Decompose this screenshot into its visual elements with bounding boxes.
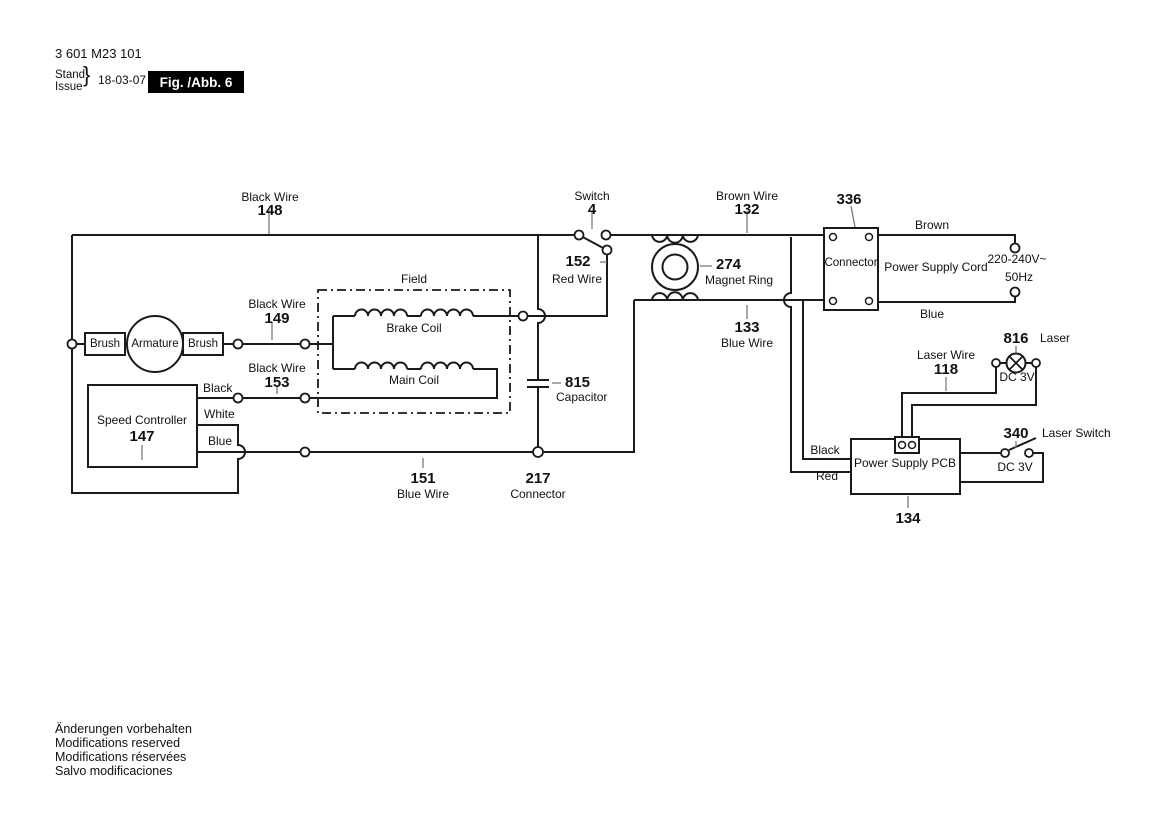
main-coil-label: Main Coil xyxy=(388,373,440,387)
terminal xyxy=(234,394,243,403)
laser-switch-contact xyxy=(1001,449,1009,457)
pcb-red-label: Red xyxy=(815,469,839,483)
brace-glyph: } xyxy=(83,62,91,87)
wire-pcb-black xyxy=(803,300,851,459)
magnet-ring-outer xyxy=(652,244,698,290)
magnet-274-name: Magnet Ring xyxy=(705,273,774,287)
connector-336-name: Connector xyxy=(824,257,878,269)
capacitor-name: Capacitor xyxy=(556,390,608,404)
controller-ref: 147 xyxy=(129,428,155,445)
controller-name: Speed Controller xyxy=(96,413,188,427)
laser-terminal xyxy=(1032,359,1040,367)
controller-white-label: White xyxy=(204,407,235,421)
laser-terminal xyxy=(992,359,1000,367)
wire-capacitor-branch xyxy=(527,235,549,452)
wire-152-name: Red Wire xyxy=(551,272,603,286)
cord-frequency: 50Hz xyxy=(1004,270,1034,284)
controller-black-label: Black xyxy=(203,381,233,395)
wire-151-ref: 151 xyxy=(410,470,436,487)
switch-340-name: Laser Switch xyxy=(1042,426,1111,440)
wire-149-name: Black Wire xyxy=(248,297,306,311)
terminal xyxy=(301,448,310,457)
pcb-black-label: Black xyxy=(810,443,840,457)
footer-line-en: Modifications reserved xyxy=(55,736,181,750)
switch-340-ref: 340 xyxy=(1003,425,1029,442)
wire-152-ref: 152 xyxy=(565,253,591,270)
wire-field xyxy=(197,316,497,398)
switch-4-ref: 4 xyxy=(587,201,597,218)
switch-contact xyxy=(603,246,612,255)
wire-148-ref: 148 xyxy=(257,202,283,219)
part-number: 3 601 M23 101 xyxy=(55,46,142,61)
issue-date: 18-03-07 xyxy=(98,73,147,87)
brake-coil-label: Brake Coil xyxy=(386,321,442,335)
pcb-name: Power Supply PCB xyxy=(853,456,957,470)
pcb-ref: 134 xyxy=(895,510,921,527)
cord-terminal xyxy=(1011,288,1020,297)
laser-816-voltage: DC 3V xyxy=(999,370,1035,384)
laser-816-ref: 816 xyxy=(1003,330,1029,347)
connector-217-name: Connector xyxy=(510,487,566,501)
switch-340-voltage: DC 3V xyxy=(997,460,1033,474)
wire-151-name: Blue Wire xyxy=(396,487,450,501)
wire-132-ref: 132 xyxy=(734,201,760,218)
controller-blue-label: Blue xyxy=(208,434,233,448)
stand-label: Stand xyxy=(55,69,86,81)
switch-contact xyxy=(602,231,611,240)
terminal xyxy=(301,340,310,349)
cord-name: Power Supply Cord xyxy=(884,260,988,274)
brush-left-label: Brush xyxy=(89,338,121,350)
switch-4-name: Switch xyxy=(574,189,610,203)
terminal xyxy=(519,312,528,321)
wire-148-name: Black Wire xyxy=(241,190,299,204)
field-name: Field xyxy=(400,272,428,286)
wire-153-name: Black Wire xyxy=(248,361,306,375)
cord-brown-label: Brown xyxy=(914,218,950,232)
laser-816-name: Laser xyxy=(1040,331,1071,345)
wire-133-name: Blue Wire xyxy=(720,336,774,350)
brush-right-label: Brush xyxy=(187,338,219,350)
magnet-ring-bottom-coil xyxy=(652,292,698,300)
cord-blue-label: Blue xyxy=(919,307,945,321)
capacitor-ref: 815 xyxy=(565,374,591,391)
issue-label: Issue xyxy=(55,81,83,93)
magnet-274-ref: 274 xyxy=(716,256,742,273)
coil-symbols xyxy=(355,235,698,369)
footer-line-es: Salvo modificaciones xyxy=(55,764,173,778)
figure-label: Fig. /Abb. 6 xyxy=(159,74,233,90)
switch-contact xyxy=(575,231,584,240)
laser-wire-name: Laser Wire xyxy=(916,348,976,362)
terminal xyxy=(301,394,310,403)
footer-line-de: Änderungen vorbehalten xyxy=(55,722,192,736)
wire-132-name: Brown Wire xyxy=(715,189,779,203)
laser-wire-ref: 118 xyxy=(933,361,959,378)
connector-217-terminal xyxy=(533,447,543,457)
footer-line-fr: Modifications réservées xyxy=(55,750,187,764)
armature-label: Armature xyxy=(131,338,179,350)
magnet-ring-top-coil xyxy=(652,235,698,243)
wire-153-ref: 153 xyxy=(264,374,290,391)
connector-217-ref: 217 xyxy=(525,470,551,487)
wire-149-ref: 149 xyxy=(264,310,290,327)
field-box xyxy=(318,290,510,413)
laser-switch-contact xyxy=(1025,449,1033,457)
terminal xyxy=(68,340,77,349)
wire-133-ref: 133 xyxy=(734,319,760,336)
cord-voltage: 220-240V~ xyxy=(987,252,1047,266)
connector-336-ref: 336 xyxy=(836,191,862,208)
figure-badge xyxy=(148,71,244,93)
terminal xyxy=(234,340,243,349)
